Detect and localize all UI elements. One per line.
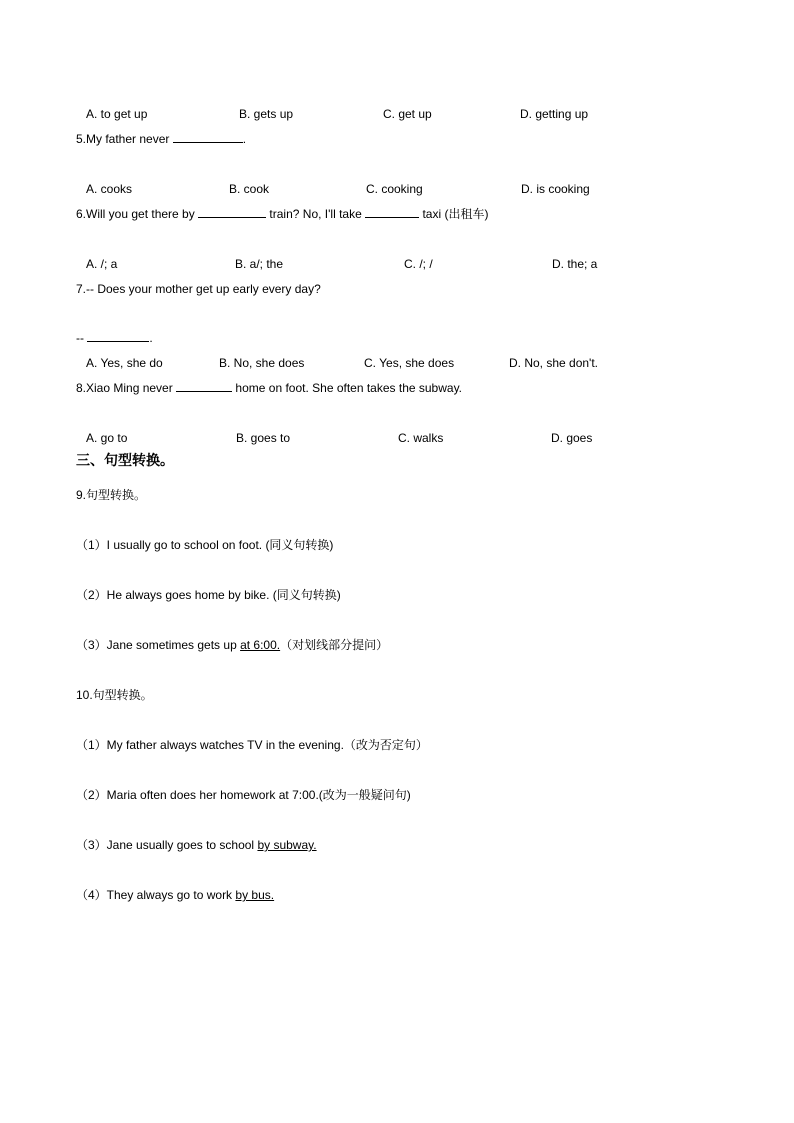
q6-option-b: B. a/; the bbox=[235, 257, 284, 271]
underlined-phrase: at 6:00. bbox=[240, 638, 281, 652]
q6-stem bbox=[76, 206, 488, 222]
q4-option-d: D. getting up bbox=[520, 107, 589, 121]
underlined-phrase: by bus. bbox=[235, 888, 275, 902]
q5-option-d: D. is cooking bbox=[521, 182, 590, 196]
section-heading: 三、句型转换。 bbox=[76, 453, 174, 469]
q7-reply-dash: -- bbox=[76, 331, 84, 345]
answer-blank bbox=[173, 131, 243, 143]
q6-stem-part1: 6.Will you get there by bbox=[76, 207, 195, 221]
underlined-phrase: by subway. bbox=[257, 838, 317, 852]
q4-option-c: C. get up bbox=[383, 107, 432, 121]
q5-stem-part1: 5.My father never bbox=[76, 132, 170, 146]
q6-option-c: C. /; / bbox=[404, 257, 433, 271]
q10-item-4 bbox=[76, 887, 274, 903]
q9-item-3-text: （3）Jane sometimes gets up bbox=[76, 638, 241, 652]
q10-item-1: （1）My father always watches TV in the evening.（改为否定句） bbox=[76, 738, 428, 752]
q8-stem-part2: home on foot. She often takes the subway. bbox=[235, 381, 463, 395]
answer-blank bbox=[365, 206, 419, 218]
q9-item-1: （1）I usually go to school on foot. (同义句转换) bbox=[76, 538, 334, 552]
q10-item-2: （2）Maria often does her homework at 7:00.(改为一般疑问句) bbox=[76, 788, 411, 802]
q7-reply-end: . bbox=[149, 331, 153, 345]
q6-option-a: A. /; a bbox=[86, 257, 118, 271]
q9-title: 9.句型转换。 bbox=[76, 488, 147, 502]
q5-stem bbox=[76, 131, 246, 147]
q9-item-3 bbox=[76, 637, 388, 653]
q9-item-3-instruction: （对划线部分提问） bbox=[280, 638, 389, 652]
q7-stem: 7.-- Does your mother get up early every day? bbox=[76, 282, 321, 296]
q5-option-b: B. cook bbox=[229, 182, 270, 196]
q10-item-4-text: （4）They always go to work bbox=[76, 888, 236, 902]
q4-option-a: A. to get up bbox=[86, 107, 148, 121]
answer-blank bbox=[87, 330, 149, 342]
q7-option-a: A. Yes, she do bbox=[86, 356, 163, 370]
q7-option-c: C. Yes, she does bbox=[364, 356, 455, 370]
q8-option-d: D. goes bbox=[551, 431, 593, 445]
q8-option-b: B. goes to bbox=[236, 431, 291, 445]
q8-stem-part1: 8.Xiao Ming never bbox=[76, 381, 173, 395]
q8-option-a: A. go to bbox=[86, 431, 128, 445]
q10-item-3 bbox=[76, 837, 317, 853]
q9-item-2: （2）He always goes home by bike. (同义句转换) bbox=[76, 588, 341, 602]
q4-option-b: B. gets up bbox=[239, 107, 294, 121]
answer-blank bbox=[198, 206, 266, 218]
q7-option-b: B. No, she does bbox=[219, 356, 305, 370]
q5-option-c: C. cooking bbox=[366, 182, 423, 196]
q10-title: 10.句型转换。 bbox=[76, 688, 153, 702]
q5-option-a: A. cooks bbox=[86, 182, 133, 196]
q8-stem bbox=[76, 380, 462, 396]
q7-reply bbox=[76, 330, 153, 346]
q8-option-c: C. walks bbox=[398, 431, 444, 445]
q5-stem-part2: . bbox=[242, 132, 247, 146]
q6-option-d: D. the; a bbox=[552, 257, 598, 271]
answer-blank bbox=[176, 380, 232, 392]
q7-option-d: D. No, she don't. bbox=[509, 356, 599, 370]
q6-stem-part3: taxi (出租车) bbox=[422, 207, 489, 221]
q6-stem-part2: train? No, I'll take bbox=[269, 207, 362, 221]
q10-item-3-text: （3）Jane usually goes to school bbox=[76, 838, 258, 852]
